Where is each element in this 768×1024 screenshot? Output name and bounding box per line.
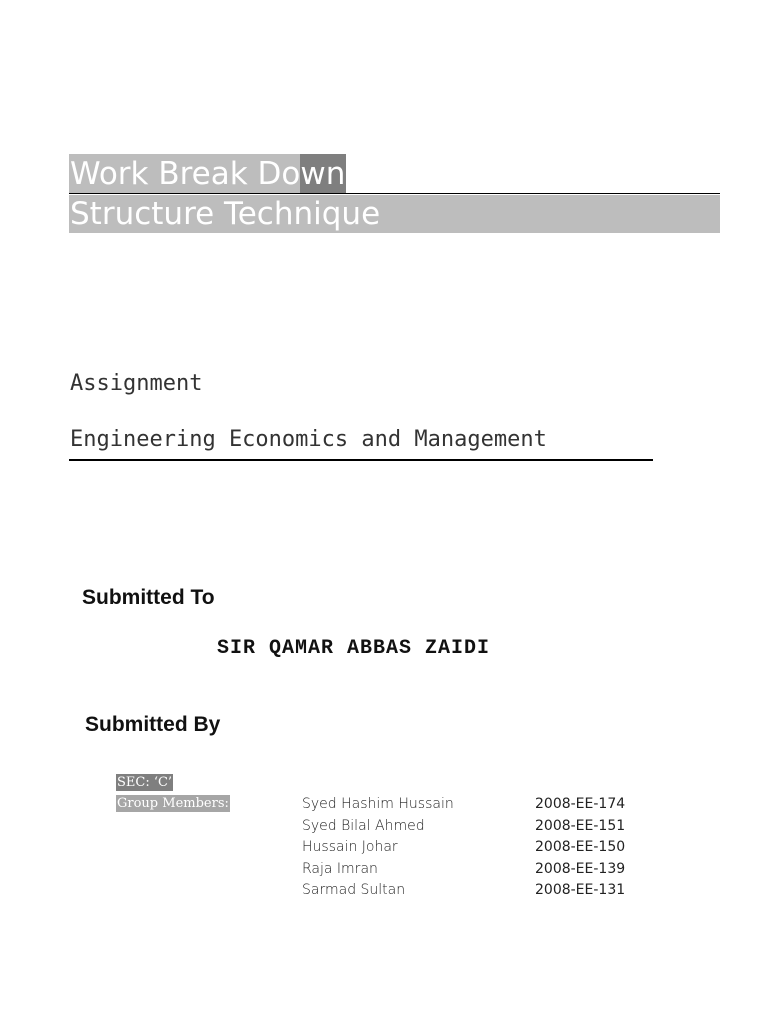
member-id: 2008-EE-150 bbox=[535, 839, 626, 855]
member-name: Sarmad Sultan bbox=[302, 882, 406, 898]
group-members-label: Group Members: bbox=[117, 796, 229, 811]
member-id: 2008-EE-151 bbox=[535, 818, 626, 834]
title-line-1 bbox=[69, 154, 346, 194]
member-name: Hussain Johar bbox=[302, 839, 398, 855]
member-id: 2008-EE-131 bbox=[535, 882, 626, 898]
member-id: 2008-EE-139 bbox=[535, 861, 626, 877]
member-name: Syed Hashim Hussain bbox=[302, 796, 454, 812]
member-id: 2008-EE-174 bbox=[535, 796, 626, 812]
member-name: Syed Bilal Ahmed bbox=[302, 818, 425, 834]
submitted-by-heading: Submitted By bbox=[85, 713, 221, 736]
course-title: Engineering Economics and Management bbox=[70, 427, 547, 452]
title-rule bbox=[69, 193, 720, 194]
member-name: Raja Imran bbox=[302, 861, 378, 877]
title-line-1-main: Work Break Do bbox=[70, 156, 301, 192]
teacher-name: SIR QAMAR ABBAS ZAIDI bbox=[217, 637, 491, 660]
title-line-1-highlight: wn bbox=[300, 156, 346, 192]
assignment-label: Assignment bbox=[70, 371, 203, 396]
section-label: SEC: ‘C’ bbox=[117, 775, 173, 790]
course-rule bbox=[69, 459, 653, 461]
title-line-2: Structure Technique bbox=[69, 195, 720, 233]
submitted-to-heading: Submitted To bbox=[82, 586, 215, 609]
